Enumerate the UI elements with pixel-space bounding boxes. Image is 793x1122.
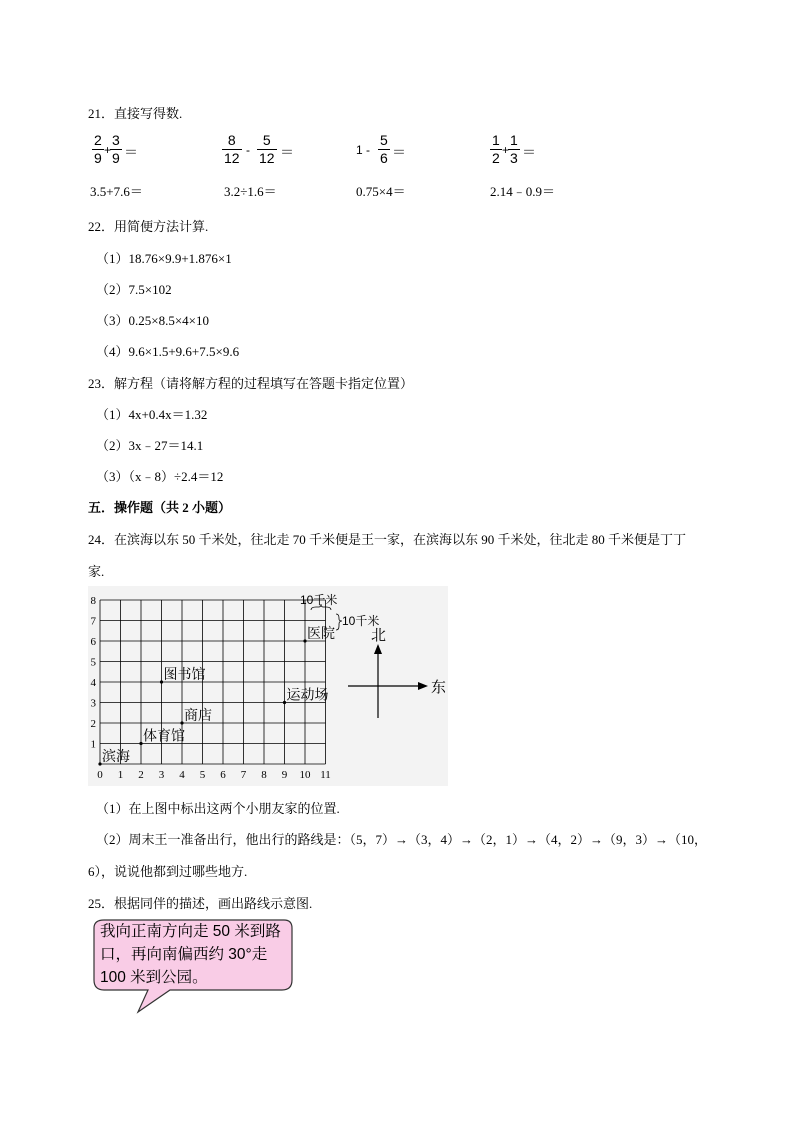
x-tick-label: 11 [320, 769, 331, 781]
fraction: 3 9 [112, 132, 120, 166]
east-label: 东 [431, 679, 447, 696]
speech-bubble-text: 我向正南方向走 50 米到路口，再向南偏西约 30°走 100 米到公园。 [100, 923, 281, 986]
x-tick-label: 2 [138, 769, 144, 781]
coordinate-map [88, 586, 448, 786]
equals-sign: ＝ [522, 146, 536, 161]
fraction: 5 12 [259, 132, 275, 166]
q21-expr-f: 3.2÷1.6＝ [224, 184, 277, 199]
place-label: 体育馆 [143, 727, 185, 744]
q21-expr-e: 3.5+7.6＝ [90, 184, 143, 199]
y-tick-label: 2 [90, 718, 96, 730]
operator: - [246, 143, 250, 157]
x-tick-label: 3 [158, 769, 165, 781]
x-tick-label: 5 [199, 769, 206, 781]
operand: 1 - [356, 143, 371, 157]
q24-text-line1: 24．在滨海以东 50 千米处，往北走 70 千米便是王一家，在滨海以东 90 千米处，往北走 80 千米便是丁丁 [88, 532, 687, 547]
x-tick-label: 7 [240, 769, 247, 781]
fraction: 1 2 [492, 132, 500, 166]
y-tick-label: 6 [90, 636, 96, 648]
x-tick-label: 1 [117, 769, 124, 781]
q21-expr-h: 2.14﹣0.9＝ [490, 184, 556, 199]
place-label: 图书馆 [163, 666, 206, 682]
q23-title: 23．解方程（请将解方程的过程填写在答题卡指定位置） [88, 376, 414, 391]
equals-sign: ＝ [392, 146, 406, 161]
north-arrow-icon [374, 644, 382, 654]
q22-item: （4）9.6×1.5+9.6+7.5×9.6 [96, 344, 240, 359]
q24-text-line2: 家. [88, 564, 105, 579]
x-tick-label: 8 [261, 769, 267, 781]
equals-sign: ＝ [124, 146, 138, 161]
operator: + [502, 143, 510, 157]
north-label: 北 [371, 627, 387, 644]
x-tick-label: 6 [220, 769, 226, 781]
q21-expr-g: 0.75×4＝ [356, 184, 406, 199]
y-tick-label: 8 [90, 595, 96, 607]
place-label: 医院 [307, 625, 335, 641]
operator: + [104, 143, 112, 157]
place-label: 运动场 [286, 686, 329, 703]
x-tick-label: 4 [179, 769, 185, 781]
y-tick-label: 1 [90, 738, 96, 751]
q21-title: 21．直接写得数. [88, 106, 183, 121]
x-tick-label: 0 [97, 769, 103, 781]
scale-x-label: 10千米 [300, 593, 338, 607]
y-tick-label: 7 [90, 615, 96, 628]
x-tick-label: 10 [299, 769, 311, 781]
q25-title: 25．根据同伴的描述，画出路线示意图. [88, 896, 313, 911]
x-tick-label: 9 [281, 769, 288, 781]
place-label: 商店 [184, 707, 212, 723]
q24-sub2-line1: （2）周末王一准备出行，他出行的路线是：（5，7）→（3，4）→（2，1）→（4，2）→（9，3）→（10， [96, 832, 708, 847]
q22-title: 22．用简便方法计算. [88, 219, 209, 234]
q24-sub1: （1）在上图中标出这两个小朋友家的位置. [96, 801, 340, 816]
section-heading: 五．操作题（共 2 小题） [88, 500, 232, 515]
east-arrow-icon [418, 682, 428, 690]
fraction: 2 9 [94, 132, 102, 166]
y-tick-label: 3 [90, 697, 96, 710]
place-label: 滨海 [102, 748, 130, 764]
q22-item: （1）18.76×9.9+1.876×1 [96, 251, 232, 266]
q22-item: （3）0.25×8.5×4×10 [96, 313, 209, 328]
y-tick-label: 4 [90, 677, 96, 689]
equals-sign: ＝ [280, 146, 294, 161]
fraction: 5 6 [380, 132, 388, 166]
fraction: 1 3 [510, 132, 518, 166]
scale-y-label: 10千米 [342, 614, 380, 628]
q24-sub2-line2: 6），说说他都到过哪些地方. [88, 864, 248, 879]
fraction: 8 12 [224, 132, 240, 166]
q23-item: （1）4x+0.4x＝1.32 [96, 407, 208, 422]
q22-item: （2）7.5×102 [96, 282, 172, 297]
q23-item: （3）（x﹣8）÷2.4＝12 [96, 469, 224, 484]
map-grid [88, 586, 448, 786]
q23-item: （2）3x﹣27＝14.1 [96, 438, 204, 453]
y-tick-label: 5 [90, 656, 96, 669]
